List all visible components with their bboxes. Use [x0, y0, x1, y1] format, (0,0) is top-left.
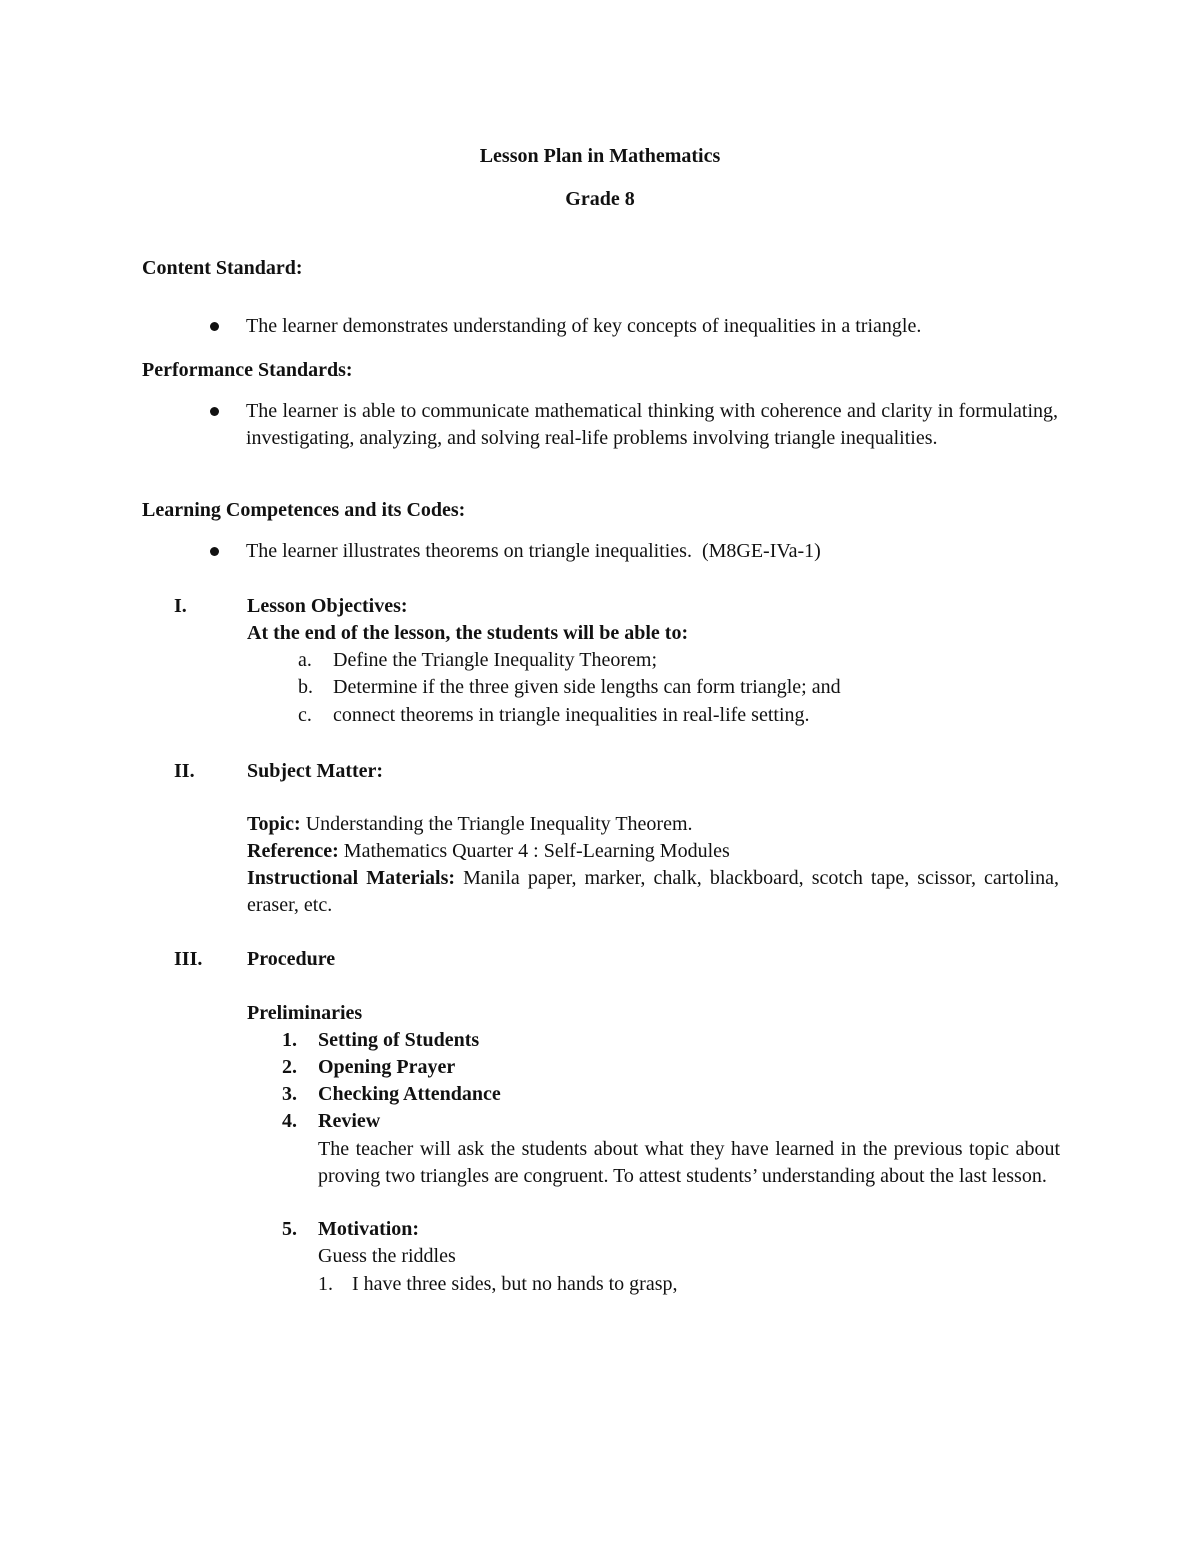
performance-standards-heading: Performance Standards:	[142, 359, 353, 381]
document-title: Lesson Plan in Mathematics	[479, 145, 721, 167]
materials-line	[247, 865, 1059, 919]
preliminaries-heading: Preliminaries	[247, 1002, 363, 1024]
step-label: Opening Prayer	[318, 1056, 456, 1078]
bullet-icon	[210, 322, 219, 331]
learning-competences-text: The learner illustrates theorems on triangle inequalities. (M8GE-IVa-1)	[246, 540, 821, 562]
content-standard-text: The learner demonstrates understanding of key concepts of inequalities in a triangle.	[246, 315, 922, 337]
performance-standards-text: The learner is able to communicate mathematical thinking with coherence and clarity in formulating, investigating, analyzing, and solving real-life problems involving triangle inequalities.	[246, 400, 1058, 449]
objective-text: connect theorems in triangle inequalities in real-life setting.	[333, 704, 810, 726]
reference-value: Mathematics Quarter 4 : Self-Learning Modules	[338, 840, 730, 862]
step-label: Setting of Students	[318, 1029, 480, 1051]
step-label: Checking Attendance	[318, 1083, 501, 1105]
objective-letter: a.	[298, 649, 312, 671]
objective-text: Determine if the three given side lengths can form triangle; and	[333, 676, 841, 698]
step-number: 1.	[282, 1029, 297, 1051]
section-1-subheading: At the end of the lesson, the students will be able to:	[247, 622, 689, 644]
materials-label: Instructional Materials:	[247, 867, 456, 889]
riddle-number: 1.	[318, 1273, 333, 1295]
section-1-numeral: I.	[174, 595, 187, 617]
objective-letter: c.	[298, 704, 312, 726]
step-number: 5.	[282, 1218, 297, 1240]
learning-competences-heading: Learning Competences and its Codes:	[142, 499, 466, 521]
section-1-heading: Lesson Objectives:	[247, 595, 408, 617]
reference-line	[247, 838, 1059, 865]
bullet-icon	[210, 547, 219, 556]
section-2-numeral: II.	[174, 760, 195, 782]
objective-text: Define the Triangle Inequality Theorem;	[333, 649, 657, 671]
section-3-numeral: III.	[174, 948, 203, 970]
reference-label: Reference:	[247, 840, 339, 862]
step-number: 3.	[282, 1083, 297, 1105]
bullet-icon	[210, 407, 219, 416]
grade-level: Grade 8	[565, 188, 635, 210]
content-standard-heading: Content Standard:	[142, 257, 303, 279]
section-2-heading: Subject Matter:	[247, 760, 384, 782]
section-3-heading: Procedure	[247, 948, 336, 970]
step-label: Motivation:	[318, 1218, 420, 1240]
step-number: 2.	[282, 1056, 297, 1078]
topic-label: Topic:	[247, 813, 301, 835]
step-number: 4.	[282, 1110, 297, 1132]
step-label: Review	[318, 1110, 381, 1132]
review-paragraph: The teacher will ask the students about what they have learned in the previous topic about proving two triangles are congruent. To attest students’ understanding about the last lesson.	[318, 1138, 1060, 1187]
motivation-text: Guess the riddles	[318, 1245, 456, 1267]
riddle-text: I have three sides, but no hands to grasp,	[352, 1273, 678, 1295]
objective-letter: b.	[298, 676, 313, 698]
topic-value: Understanding the Triangle Inequality Theorem.	[300, 813, 693, 835]
topic-line	[247, 811, 1059, 838]
materials-value: Manila paper, marker, chalk, blackboard, scotch tape, scissor, cartolina, eraser, etc.	[247, 867, 1059, 916]
